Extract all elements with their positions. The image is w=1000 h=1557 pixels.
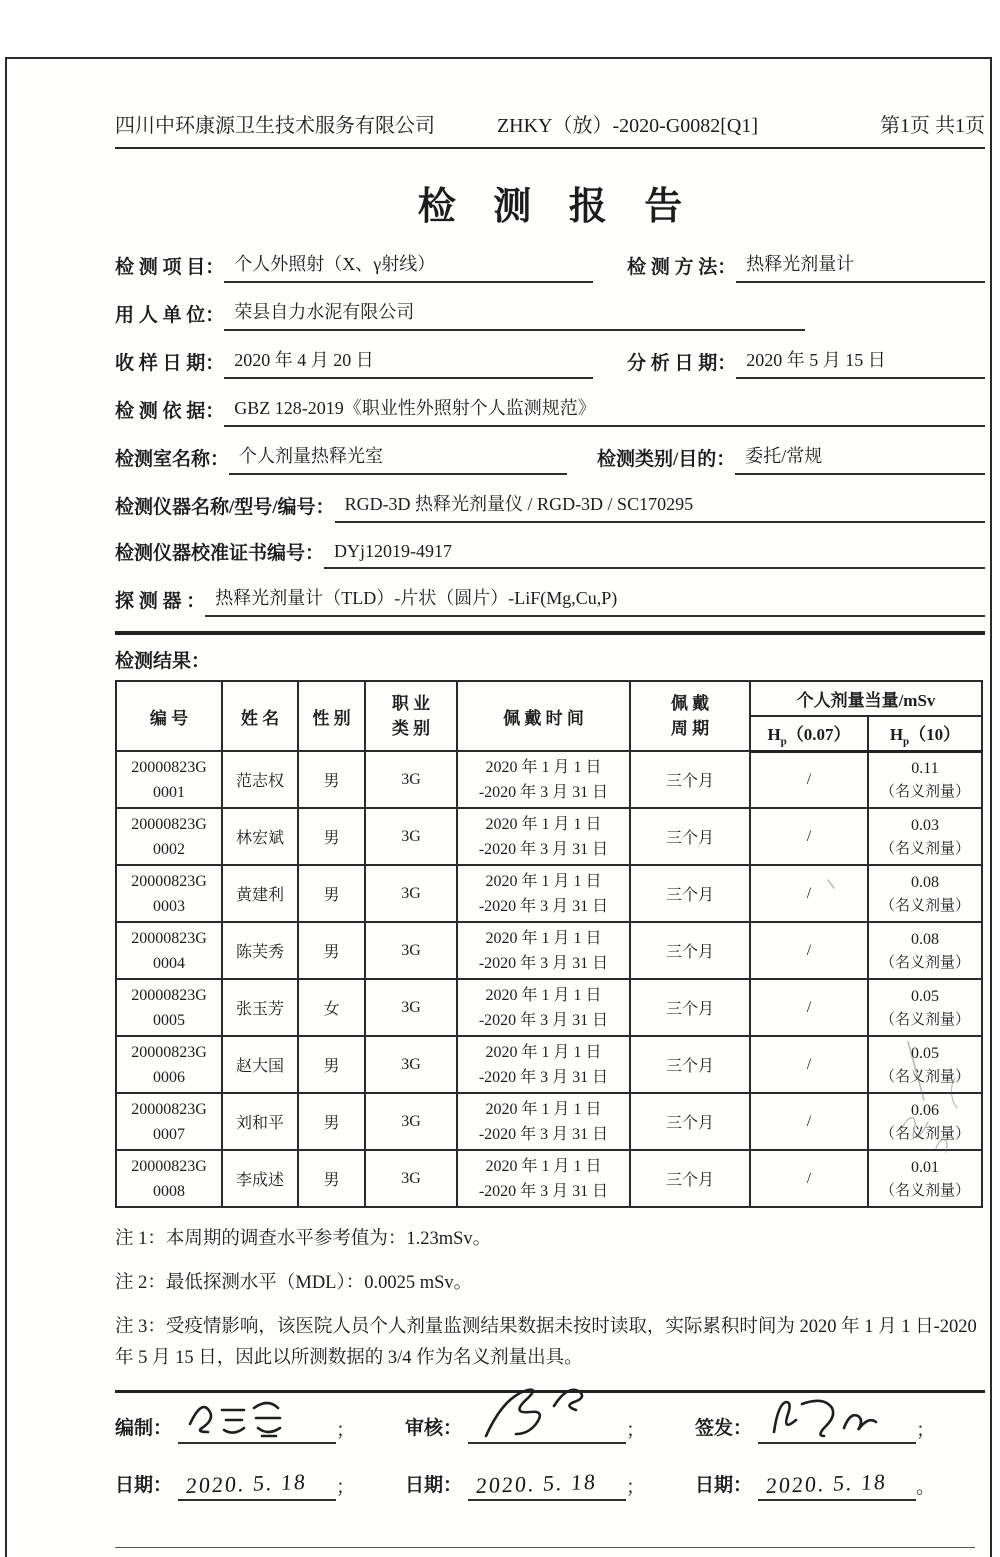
cell-name: 赵大国 <box>222 1036 298 1093</box>
results-section-label: 检测结果： <box>115 651 211 672</box>
cell-wearing-time: 2020 年 1 月 1 日 -2020 年 3 月 31 日 <box>457 865 630 922</box>
field-lab-name <box>115 442 567 475</box>
section-divider <box>115 631 985 635</box>
field-value: 热释光剂量计（TLD）-片状（圆片）-LiF(Mg,Cu,P) <box>205 584 985 617</box>
result-row <box>116 751 982 808</box>
col-header-name: 姓 名 <box>222 681 298 751</box>
cell-wearing-cycle: 三个月 <box>630 979 750 1036</box>
col-header-dose-group: 个人剂量当量/mSv <box>750 681 982 716</box>
col-header-cycle-line2: 周 期 <box>670 719 710 738</box>
cell-id: 20000823G 0008 <box>116 1150 222 1207</box>
field-value: 2020 年 5 月 15 日 <box>736 346 985 379</box>
field-analysis-date <box>627 346 985 379</box>
field-label: 用 人 单 位： <box>115 305 225 326</box>
cell-name: 陈芙秀 <box>222 922 298 979</box>
cell-wearing-time: 2020 年 1 月 1 日 -2020 年 3 月 31 日 <box>457 922 630 979</box>
result-row <box>116 808 982 865</box>
cell-hp10: 0.05 （名义剂量） <box>868 979 982 1036</box>
handwritten-signature-icon <box>472 1376 612 1448</box>
field-value: RGD-3D 热释光剂量仪 / RGD-3D / SC170295 <box>335 490 985 523</box>
field-label: 检 测 依 据： <box>115 401 225 422</box>
field-value: 2020 年 4 月 20 日 <box>224 346 593 379</box>
reviewed-date-line <box>468 1468 626 1501</box>
field-test-item <box>115 250 593 283</box>
result-row <box>116 865 982 922</box>
field-row <box>115 538 985 569</box>
cell-id: 20000823G 0007 <box>116 1093 222 1150</box>
field-sampling-date <box>115 346 593 379</box>
prepared-by-label: 编制： <box>115 1418 173 1439</box>
reviewed-by-label: 审核： <box>405 1418 463 1439</box>
cell-gender: 男 <box>298 751 365 808</box>
field-instrument <box>115 490 985 523</box>
col-header-job-line2: 类 别 <box>391 719 431 738</box>
handwritten-signature-icon <box>762 1388 892 1448</box>
report-page <box>115 57 985 1548</box>
cell-hp007: / <box>750 865 868 922</box>
field-value: DYj12019-4917 <box>324 541 985 569</box>
handwritten-date: 2020. 5. 18 <box>765 1468 888 1499</box>
date-label: 日期： <box>695 1475 753 1496</box>
field-label: 收 样 日 期： <box>115 353 225 374</box>
prepared-date-group <box>115 1470 405 1501</box>
cell-gender: 女 <box>298 979 365 1036</box>
cell-hp007: / <box>750 1150 868 1207</box>
cell-job: 3G <box>365 979 457 1036</box>
cell-wearing-time: 2020 年 1 月 1 日 -2020 年 3 月 31 日 <box>457 1036 630 1093</box>
signoff-section <box>115 1413 985 1501</box>
field-label: 检 测 项 目： <box>115 257 225 278</box>
date-row <box>115 1470 985 1501</box>
punctuation: 。 <box>916 1477 936 1498</box>
field-value: 个人外照射（X、γ射线） <box>224 250 593 283</box>
punctuation: ； <box>336 1420 356 1441</box>
field-row <box>115 346 985 379</box>
field-test-category <box>597 442 985 475</box>
page-title: 检 测 报 告 <box>417 186 697 228</box>
page-indicator: 第1页 共1页 <box>879 115 985 137</box>
field-row <box>115 584 985 617</box>
field-value: GBZ 128-2019《职业性外照射个人监测规范》 <box>224 394 985 427</box>
field-calibration-cert <box>115 538 985 569</box>
reviewed-by-group <box>405 1413 695 1444</box>
cell-hp007: / <box>750 979 868 1036</box>
col-header-gender: 性 别 <box>298 681 365 751</box>
footer-rule <box>115 1547 975 1548</box>
cell-gender: 男 <box>298 1093 365 1150</box>
cell-id: 20000823G 0004 <box>116 922 222 979</box>
document-header <box>115 109 985 149</box>
cell-name: 张玉芳 <box>222 979 298 1036</box>
result-row <box>116 979 982 1036</box>
col-header-hp10: $H_p(10)$ <box>868 716 982 751</box>
result-row <box>116 1150 982 1207</box>
cell-gender: 男 <box>298 1036 365 1093</box>
cell-hp007: / <box>750 1093 868 1150</box>
cell-gender: 男 <box>298 808 365 865</box>
field-row <box>115 490 985 523</box>
field-value: 委托/常规 <box>735 442 985 475</box>
punctuation: ； <box>336 1477 356 1498</box>
cell-wearing-time: 2020 年 1 月 1 日 -2020 年 3 月 31 日 <box>457 979 630 1036</box>
punctuation: ； <box>626 1477 646 1498</box>
cell-name: 李成述 <box>222 1150 298 1207</box>
col-header-job-line1: 职 业 <box>391 694 431 713</box>
company-name: 四川中环康源卫生技术服务有限公司 <box>115 115 435 137</box>
reviewed-date-group <box>405 1470 695 1501</box>
cell-name: 林宏斌 <box>222 808 298 865</box>
cell-wearing-time: 2020 年 1 月 1 日 -2020 年 3 月 31 日 <box>457 1093 630 1150</box>
cell-hp10: 0.03 （名义剂量） <box>868 808 982 865</box>
note-2: 注 2：最低探测水平（MDL）：0.0025 mSv。 <box>115 1273 473 1293</box>
signature-row <box>115 1413 985 1444</box>
report-number: ZHKY（放）-2020-G0082[Q1] <box>496 115 759 137</box>
field-label: 检测类别/目的： <box>597 449 736 470</box>
field-label: 检测仪器名称/型号/编号： <box>115 497 335 518</box>
issued-date-group <box>695 1470 985 1501</box>
issued-signature-line <box>758 1414 916 1444</box>
handwritten-date: 2020. 5. 18 <box>475 1468 598 1499</box>
cell-hp10: 0.08 （名义剂量） <box>868 865 982 922</box>
cell-hp10: 0.06 （名义剂量） <box>868 1093 982 1150</box>
punctuation: ； <box>626 1420 646 1441</box>
issued-by-group <box>695 1413 985 1444</box>
prepared-signature-line <box>178 1414 336 1444</box>
cell-hp007: / <box>750 751 868 808</box>
cell-wearing-cycle: 三个月 <box>630 1036 750 1093</box>
cell-wearing-cycle: 三个月 <box>630 751 750 808</box>
cell-hp10: 0.05 （名义剂量） <box>868 1036 982 1093</box>
prepared-by-group <box>115 1413 405 1444</box>
col-header-cycle-line1: 佩 戴 <box>670 694 710 713</box>
field-test-basis <box>115 394 985 427</box>
cell-id: 20000823G 0006 <box>116 1036 222 1093</box>
cell-name: 范志权 <box>222 751 298 808</box>
field-label: 检测室名称： <box>115 449 230 470</box>
cell-id: 20000823G 0003 <box>116 865 222 922</box>
date-label: 日期： <box>405 1475 463 1496</box>
result-row <box>116 922 982 979</box>
cell-hp007: / <box>750 1036 868 1093</box>
field-label: 分 析 日 期： <box>627 353 737 374</box>
note-1: 注 1：本周期的调查水平参考值为：1.23mSv。 <box>115 1229 492 1249</box>
cell-job: 3G <box>365 865 457 922</box>
cell-job: 3G <box>365 808 457 865</box>
cell-gender: 男 <box>298 865 365 922</box>
report-fields <box>115 250 985 617</box>
cell-job: 3G <box>365 1093 457 1150</box>
cell-gender: 男 <box>298 1150 365 1207</box>
cell-wearing-cycle: 三个月 <box>630 808 750 865</box>
field-test-method <box>627 250 985 283</box>
cell-id: 20000823G 0001 <box>116 751 222 808</box>
cell-hp10: 0.11 （名义剂量） <box>868 751 982 808</box>
date-label: 日期： <box>115 1475 173 1496</box>
cell-id: 20000823G 0002 <box>116 808 222 865</box>
note-3: 注 3：受疫情影响，该医院人员个人剂量监测结果数据未按时读取，实际累积时间为 2020 年 1 月 1 日-2020 年 5 月 15 日，因此以所测数据的 3/4 作为名义剂量出具。 <box>115 1317 977 1368</box>
cell-name: 黄建利 <box>222 865 298 922</box>
cell-wearing-cycle: 三个月 <box>630 1150 750 1207</box>
field-value: 个人剂量热释光室 <box>229 442 567 475</box>
cell-job: 3G <box>365 1150 457 1207</box>
cell-name: 刘和平 <box>222 1093 298 1150</box>
issued-by-label: 签发： <box>695 1418 753 1439</box>
cell-id: 20000823G 0005 <box>116 979 222 1036</box>
cell-hp007: / <box>750 922 868 979</box>
cell-hp007: / <box>750 808 868 865</box>
col-header-job <box>365 681 457 751</box>
result-row <box>116 1093 982 1150</box>
notes-section <box>115 1224 985 1374</box>
cell-wearing-time: 2020 年 1 月 1 日 -2020 年 3 月 31 日 <box>457 808 630 865</box>
col-header-id: 编 号 <box>116 681 222 751</box>
field-value: 热释光剂量计 <box>736 250 985 283</box>
prepared-date-line <box>178 1468 336 1501</box>
result-row <box>116 1036 982 1093</box>
field-row <box>115 394 985 427</box>
field-row <box>115 298 985 331</box>
field-label: 检 测 方 法： <box>627 257 737 278</box>
results-table <box>115 680 983 1208</box>
field-row <box>115 442 985 475</box>
handwritten-signature-icon <box>182 1390 312 1448</box>
cell-wearing-cycle: 三个月 <box>630 1093 750 1150</box>
field-label: 探 测 器 ： <box>115 591 206 612</box>
col-header-wearing-time: 佩 戴 时 间 <box>457 681 630 751</box>
field-label: 检测仪器校准证书编号： <box>115 543 325 564</box>
reviewed-signature-line <box>468 1414 626 1444</box>
cell-hp10: 0.08 （名义剂量） <box>868 922 982 979</box>
cell-job: 3G <box>365 922 457 979</box>
cell-wearing-cycle: 三个月 <box>630 922 750 979</box>
cell-wearing-time: 2020 年 1 月 1 日 -2020 年 3 月 31 日 <box>457 751 630 808</box>
handwritten-date: 2020. 5. 18 <box>185 1468 308 1499</box>
field-detector <box>115 584 985 617</box>
cell-job: 3G <box>365 1036 457 1093</box>
field-row <box>115 250 985 283</box>
punctuation: ； <box>916 1420 936 1441</box>
issued-date-line <box>758 1468 916 1501</box>
col-header-hp007: $H_p(0.07)$ <box>750 716 868 751</box>
field-value: 荣县自力水泥有限公司 <box>224 298 805 331</box>
cell-gender: 男 <box>298 922 365 979</box>
cell-wearing-cycle: 三个月 <box>630 865 750 922</box>
cell-hp10: 0.01 （名义剂量） <box>868 1150 982 1207</box>
col-header-wearing-cycle <box>630 681 750 751</box>
cell-job: 3G <box>365 751 457 808</box>
field-employer <box>115 298 805 331</box>
cell-wearing-time: 2020 年 1 月 1 日 -2020 年 3 月 31 日 <box>457 1150 630 1207</box>
